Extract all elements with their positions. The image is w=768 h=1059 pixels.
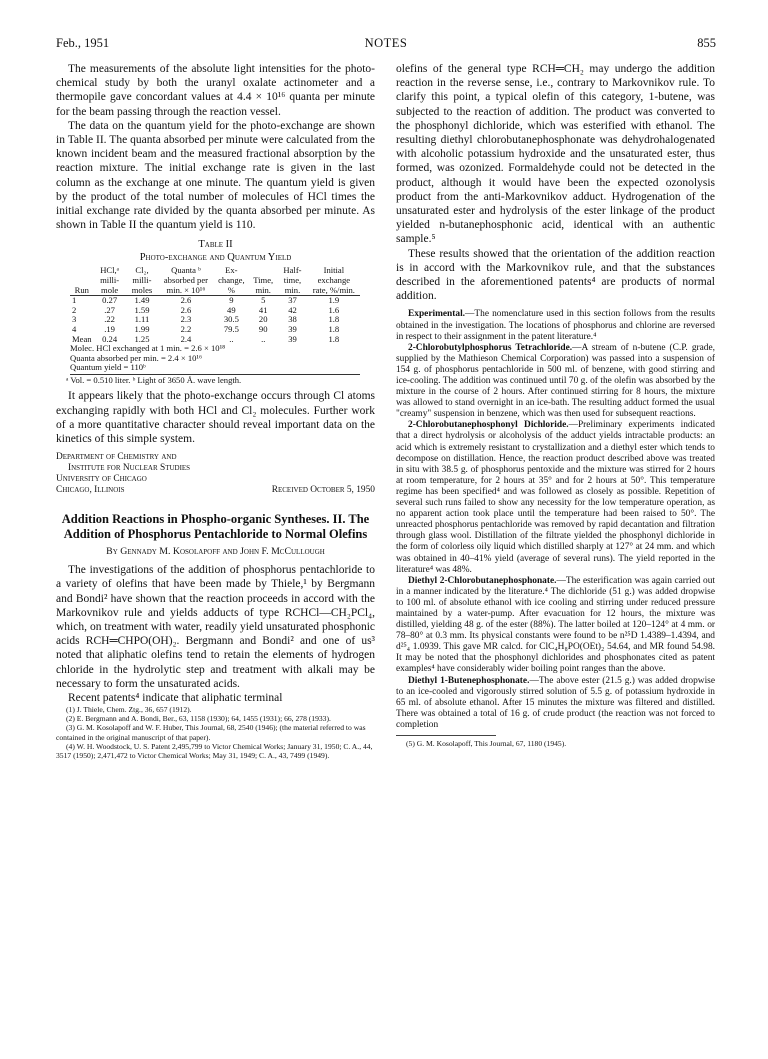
table-cell: 20: [258, 314, 268, 325]
table-cell: 79.5: [223, 324, 239, 334]
table-cell: 49: [227, 304, 236, 315]
table-cell: 1.9: [328, 295, 340, 306]
paragraph: The data on the quantum yield for the photo-exchange are shown in Table II. The quanta absorbed per minute were calculated from the known incident beam and the measured fractional absorption by the reaction mixture. The initial exchange rate is given in the last column as the exchange at one minute. The quantum yield is given by the product of the total number of molecules of HCl times the initial exchange rate divided by the quanta absorbed per minute. As shown in Table II the quantum yield is 110.: [56, 119, 375, 232]
section-heading: Diethyl 2-Chlorobutanephosphonate.: [408, 575, 557, 586]
table-cell: 30.5: [223, 314, 239, 325]
right-column: [396, 62, 715, 1037]
table-cell: 1.8: [328, 333, 340, 344]
experimental-paragraph: [396, 676, 715, 731]
paragraph: It appears likely that the photo-exchange occurs through Cl atoms exchanging rapidly with both HCl and Cl₂ molecules. Further work of a more quantitative character should reveal important data on the kinetics of this simple system.: [56, 390, 375, 445]
column-header: Initial exchange rate, %/min.: [308, 266, 360, 295]
section-heading: 2-Chlorobutanephosphonyl Dichloride.: [408, 420, 569, 431]
section-heading: Diethyl 1-Butenephosphonate.: [408, 675, 530, 686]
table-summary-line: [70, 363, 360, 375]
article-byline: By Gennady M. Kosolapoff and John F. McCullough: [106, 546, 325, 558]
left-column: [56, 62, 375, 1037]
table-cell: 3: [72, 314, 77, 325]
reference-item: (1) J. Thiele, Chem. Ztg., 36, 657 (1912).: [66, 705, 192, 715]
table-cell: 5: [261, 295, 266, 306]
table-cell: 42: [288, 304, 297, 315]
table-cell: 0.24: [102, 333, 118, 344]
paragraph: olefins of the general type RCH═CH₂ may undergo the addition reaction in the reverse sense, i.e., contrary to Markovnikov rule. To clarify this point, a typical olefin of this category, 1-butene, was subjected to the reaction of addition. The product was converted to the phosphonyl dichloride, which was esterified with ethanol. The resulting diethyl chlorobutanephosphonate was dehydrohalogenated with alcoholic potassium hydroxide and the unsaturated ester, thus formed, was ozonized. Formaldehyde could not be detected in the product, although it would have been the expected ozonolysis product from the anti-Markovnikov adduct. Hydrogenation of the unsaturated ester and hydrolysis of the ester linkage of the product yielded n-butanephosphonic acid, identical with an authentic sample.⁵: [396, 63, 715, 246]
table-cell: 4: [72, 324, 77, 334]
section-heading: 2-Chlorobutylphosphorus Tetrachloride.: [408, 342, 573, 353]
table-cell: ..: [261, 333, 266, 344]
table-cell: 41: [258, 304, 268, 315]
table-cell: Mean: [72, 333, 92, 344]
paragraph: These results showed that the orientation of the addition reaction is in accord with the Markovnikov rule, and that the substances described in the aforementioned patents⁴ are products of normal addition.: [396, 247, 715, 303]
quantum-yield-table: [70, 266, 360, 344]
table-cell: 1.49: [134, 295, 150, 306]
summary-label: Quantum yield: [70, 362, 122, 373]
column-header: Half-time, min.: [277, 266, 307, 295]
reference-item: (3) G. M. Kosolapoff and W. F. Huber, This Journal, 68, 2540 (1946); (the material referred to was contained in the original manuscript of that paper).: [56, 723, 366, 742]
table-cell: .22: [104, 314, 115, 325]
article-title: Addition Reactions in Phospho-organic Syntheses. II. The Addition of Phosphorus Pentachloride to Normal Olefins: [61, 512, 370, 541]
section-heading: Experimental.: [408, 309, 466, 320]
paragraph: The investigations of the addition of phosphorus pentachloride to a variety of olefins that have been made by Thiele,¹ by Bergmann and Bondi² have shown that the reaction proceeds in accord with the Markovnikov rule and yields adducts of type RCHCl—CH₂PCl₄, which, on treatment with water, readily yield unsaturated phosphonic acids RCH═CHPO(OH)₂. Bergmann and Bondi² and one of us³ noted that aliphatic olefins tend to retain the elements of hydrogen chloride in the hydrolytic step and treatment with alkali may be necessary to form the unsaturated acids.: [56, 564, 375, 690]
table-cell: 1.6: [328, 304, 340, 315]
affiliation-line: Department of Chemistry and: [56, 452, 177, 463]
table-caption: Photo-exchange and Quantum Yield: [139, 252, 292, 264]
affiliation-city: Chicago, Illinois: [56, 485, 125, 496]
table-cell: 1.59: [134, 304, 150, 315]
table-cell: ..: [229, 333, 234, 344]
table-footnote: ᵃ Vol. = 0.510 liter. ᵇ Light of 3650 Å. wave length.: [66, 374, 242, 385]
reference-item: (2) E. Bergmann and A. Bondi, Ber., 63, 1158 (1930); 64, 1455 (1931); 66, 278 (1933).: [66, 714, 331, 724]
table-cell: 2: [72, 304, 77, 315]
table-cell: 2.3: [180, 314, 192, 325]
table-cell: 2.6: [180, 304, 192, 315]
column-header: Time, min.: [249, 266, 277, 295]
summary-label: Quanta absorbed per min.: [70, 352, 159, 363]
section-text: —A stream of n-butene (C.P. grade, supplied by the Mathieson Chemical Corporation) was passed into a suspension of 154 g. of phosphorus pentachloride in 500 ml. of benzene, with good stirring and ice-cooling. The addition was continued until 70 g. of the olefin was absorbed by the mixture in the course of 2 hours. After continued stirring for 8 hours, the mixture was allowed to stand overnight in an ice-bath. The resulting adduct formed the usual "creamy" suspension in benzene, which was then used for subsequent reactions.: [396, 342, 715, 420]
table-cell: 9: [229, 295, 234, 306]
column-header: Cl₂, milli-moles: [126, 266, 159, 295]
paragraph: The measurements of the absolute light intensities for the photo-chemical study by both the uranyl oxalate actinometer and a thermopile gave concordant values at 4.4 × 10¹⁶ quanta per minute for the beam passing through the reaction vessel.: [56, 63, 375, 118]
table-cell: 38: [288, 314, 297, 325]
section-text: —The esterification was again carried out in a manner indicated by the literature.⁴ The dichloride (51 g.) was added dropwise to 100 ml. of absolute ethanol with ice cooling and stirring under reduced pressure maintained by a water-pump. After evacuation for 12 hours, the mixture was distilled, yielding 48 g. of the ester (88%). The latter boiled at 120–124° at 4 mm. or 78–80° at 0.3 mm. Its physical constants were found to be n²⁵D 1.4389–1.4394, and d²⁵₄ 1.0939. This gave MR calcd. for ClC₄H₈PO(OEt)₂ 54.64, and MR found 54.98. It may be noted that the phosphonyl dichlorides and phosphonates cited as patent examples⁴ have considerably wider boiling point ranges than the above.: [396, 575, 715, 675]
summary-value: = 110ᵇ: [123, 362, 146, 373]
table-cell: 1.99: [134, 324, 150, 334]
table-cell: .27: [104, 304, 115, 315]
section-text: —Preliminary experiments indicated that a direct hydrolysis or alcoholysis of the adduct yields intractable products: an acid which is extremely resistant to crystallization and a diethyl ester which tends to decompose on distillation. Hence, the reaction product described above was treated in situ with 38.5 g. of phosphorus pentoxide and the mixture was stirred for 2 hours at room temperature, for 2 hours at 35° and for 2 hours at 50°. This temperature regime has been specified⁴ and was followed as closely as possible. Repetition of several such runs failed to show any necessity for the low temperature operation, as no apparent action took place until the temperature had been raised to 50°. The unreacted phosphorus pentachloride was removed by rapid decantation and filtration through glass wool. Distillation of the filtrate yielded the phosphonyl dichloride in the form of colorless oily liquid which distilled sharply at 127° at 24 mm. and which was obtained in 40–41% yield (average of several runs). The yield reported in the literature⁴ was 48%.: [396, 420, 715, 575]
column-header: Quanta ᵇ absorbed per min. × 10¹⁶: [158, 266, 213, 295]
column-header: Run: [70, 266, 94, 295]
running-header: [56, 36, 716, 52]
table-cell: 1.11: [134, 314, 150, 325]
table-cell: 1.8: [328, 324, 340, 334]
experimental-paragraph: [396, 420, 715, 575]
table-cell: .19: [104, 324, 115, 334]
summary-value: = 2.6 × 10¹⁸: [184, 343, 226, 354]
table-header-row: [70, 266, 360, 295]
summary-label: Molec. HCl exchanged at 1 min.: [70, 343, 182, 354]
affiliation-line: University of Chicago: [56, 474, 147, 485]
header-date: Feb., 1951: [56, 36, 110, 50]
column-header: HCl,ᵃ milli-mole: [94, 266, 126, 295]
table-cell: 1.8: [328, 314, 340, 325]
table-cell: 0.27: [102, 295, 118, 306]
experimental-paragraph: [396, 309, 715, 342]
table-cell: 37: [288, 295, 297, 306]
reference-item: (5) G. M. Kosolapoff, This Journal, 67, 1180 (1945).: [406, 739, 567, 749]
references: [396, 739, 715, 748]
affiliation-footer: [56, 485, 375, 496]
table-cell: 1: [72, 295, 77, 306]
column-header: Ex-change, %: [214, 266, 250, 295]
received-date: Received October 5, 1950: [271, 485, 375, 496]
experimental-paragraph: [396, 343, 715, 421]
section-text: —The above ester (21.5 g.) was added dropwise to an ice-cooled and vigorously stirred solution of 5.5 g. of potassium hydroxide in 65 ml. of absolute ethanol. After 15 minutes the mixture was filtered and distilled. There was obtained a total of 16 g. of crude product (the reaction was not forced to completion: [396, 675, 715, 730]
table-cell: 2.2: [180, 324, 192, 334]
footnote-divider: [396, 735, 496, 736]
section-text: —The nomenclature used in this section follows from the results obtained in the investigation. The locations of phosphorus and chlorine are reversed in respect to their assignment in the patent literature.⁴: [396, 309, 715, 342]
reference-item: (4) W. H. Woodstock, U. S. Patent 2,495,799 to Victor Chemical Works; January 31, 1950; C. A., 44, 3517 (1950); 2,471,472 to Victor Chemical Works; May 31, 1949; C. A., 43, 7499 (1949).: [56, 741, 373, 760]
header-section: NOTES: [364, 36, 408, 50]
table-cell: 2.4: [180, 333, 192, 344]
table-cell: 90: [258, 324, 268, 334]
page-number: 855: [697, 36, 716, 50]
table-cell: 39: [288, 324, 297, 334]
table-cell: 2.6: [180, 295, 192, 306]
table-cell: 39: [288, 333, 297, 344]
paragraph: Recent patents⁴ indicate that aliphatic terminal: [68, 692, 283, 705]
table-label: Table II: [198, 239, 233, 251]
references: [56, 705, 375, 760]
experimental-paragraph: [396, 576, 715, 676]
table-cell: 1.25: [134, 333, 150, 344]
affiliation-line: Institute for Nuclear Studies: [68, 463, 191, 474]
summary-value: = 2.4 × 10¹⁶: [160, 352, 202, 363]
